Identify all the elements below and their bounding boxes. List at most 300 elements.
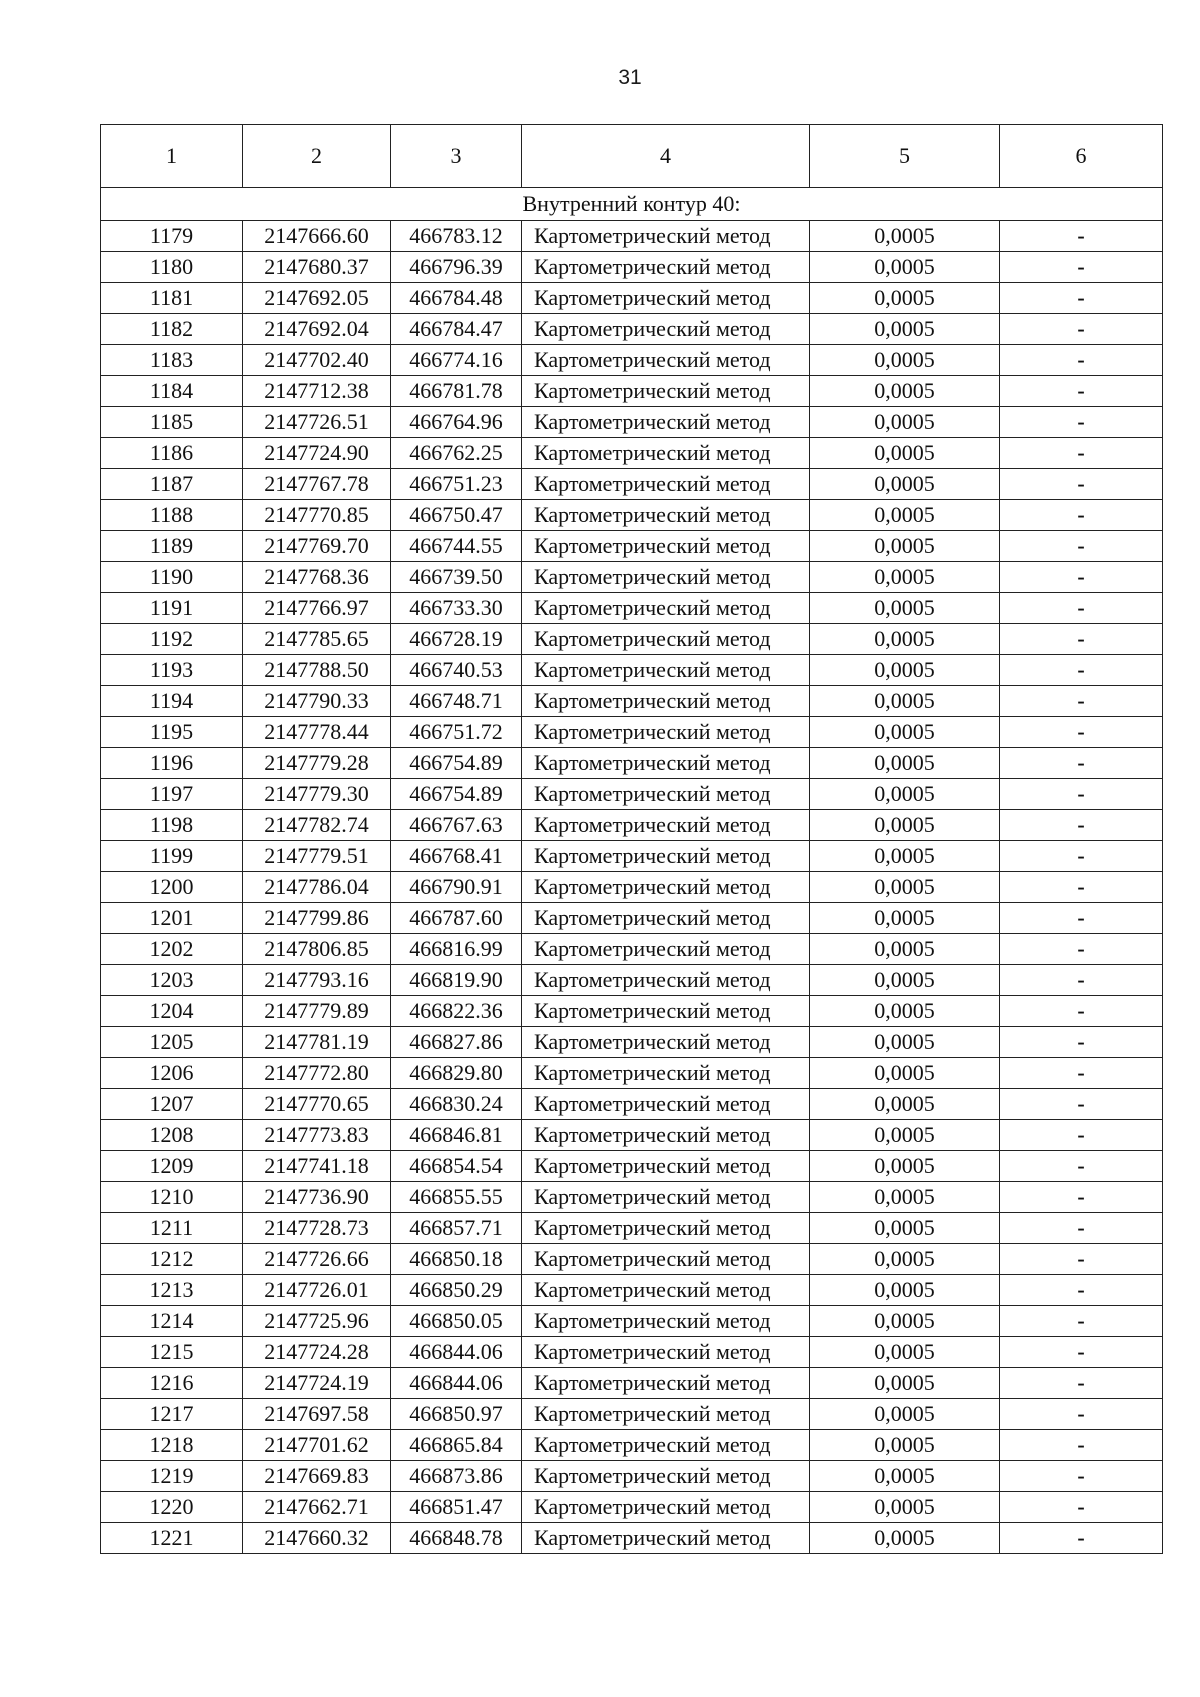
column-header: 2	[243, 125, 391, 188]
table-row	[101, 872, 1163, 903]
description-cell: -	[1000, 1399, 1163, 1430]
point-number-cell: 1205	[101, 1027, 243, 1058]
y-coordinate-cell: 466750.47	[391, 500, 522, 531]
accuracy-cell: 0,0005	[810, 624, 1000, 655]
description-cell: -	[1000, 686, 1163, 717]
y-coordinate-cell: 466783.12	[391, 221, 522, 252]
description-cell: -	[1000, 996, 1163, 1027]
description-cell: -	[1000, 810, 1163, 841]
method-cell: Картометрический метод	[522, 1151, 810, 1182]
y-coordinate-cell: 466733.30	[391, 593, 522, 624]
accuracy-cell: 0,0005	[810, 1430, 1000, 1461]
method-cell: Картометрический метод	[522, 779, 810, 810]
accuracy-cell: 0,0005	[810, 314, 1000, 345]
point-number-cell: 1216	[101, 1368, 243, 1399]
description-cell: -	[1000, 1244, 1163, 1275]
point-number-cell: 1211	[101, 1213, 243, 1244]
method-cell: Картометрический метод	[522, 1306, 810, 1337]
method-cell: Картометрический метод	[522, 469, 810, 500]
table-row	[101, 345, 1163, 376]
description-cell: -	[1000, 1182, 1163, 1213]
x-coordinate-cell: 2147782.74	[243, 810, 391, 841]
description-cell: -	[1000, 1337, 1163, 1368]
description-cell: -	[1000, 624, 1163, 655]
y-coordinate-cell: 466850.97	[391, 1399, 522, 1430]
description-cell: -	[1000, 531, 1163, 562]
description-cell: -	[1000, 1089, 1163, 1120]
accuracy-cell: 0,0005	[810, 1368, 1000, 1399]
accuracy-cell: 0,0005	[810, 283, 1000, 314]
point-number-cell: 1179	[101, 221, 243, 252]
x-coordinate-cell: 2147669.83	[243, 1461, 391, 1492]
table-row	[101, 717, 1163, 748]
y-coordinate-cell: 466781.78	[391, 376, 522, 407]
description-cell: -	[1000, 965, 1163, 996]
y-coordinate-cell: 466751.23	[391, 469, 522, 500]
method-cell: Картометрический метод	[522, 1523, 810, 1554]
description-cell: -	[1000, 841, 1163, 872]
table-row	[101, 1275, 1163, 1306]
accuracy-cell: 0,0005	[810, 655, 1000, 686]
x-coordinate-cell: 2147770.85	[243, 500, 391, 531]
x-coordinate-cell: 2147724.19	[243, 1368, 391, 1399]
accuracy-cell: 0,0005	[810, 934, 1000, 965]
x-coordinate-cell: 2147779.51	[243, 841, 391, 872]
y-coordinate-cell: 466751.72	[391, 717, 522, 748]
point-number-cell: 1196	[101, 748, 243, 779]
description-cell: -	[1000, 1027, 1163, 1058]
table-row	[101, 1430, 1163, 1461]
accuracy-cell: 0,0005	[810, 1461, 1000, 1492]
y-coordinate-cell: 466790.91	[391, 872, 522, 903]
x-coordinate-cell: 2147728.73	[243, 1213, 391, 1244]
method-cell: Картометрический метод	[522, 314, 810, 345]
accuracy-cell: 0,0005	[810, 221, 1000, 252]
description-cell: -	[1000, 1492, 1163, 1523]
y-coordinate-cell: 466857.71	[391, 1213, 522, 1244]
x-coordinate-cell: 2147779.28	[243, 748, 391, 779]
point-number-cell: 1184	[101, 376, 243, 407]
x-coordinate-cell: 2147701.62	[243, 1430, 391, 1461]
point-number-cell: 1202	[101, 934, 243, 965]
accuracy-cell: 0,0005	[810, 1244, 1000, 1275]
x-coordinate-cell: 2147778.44	[243, 717, 391, 748]
point-number-cell: 1193	[101, 655, 243, 686]
method-cell: Картометрический метод	[522, 872, 810, 903]
method-cell: Картометрический метод	[522, 1213, 810, 1244]
y-coordinate-cell: 466740.53	[391, 655, 522, 686]
description-cell: -	[1000, 1275, 1163, 1306]
description-cell: -	[1000, 469, 1163, 500]
table-row	[101, 1368, 1163, 1399]
y-coordinate-cell: 466764.96	[391, 407, 522, 438]
table-row	[101, 500, 1163, 531]
y-coordinate-cell: 466822.36	[391, 996, 522, 1027]
description-cell: -	[1000, 1151, 1163, 1182]
point-number-cell: 1219	[101, 1461, 243, 1492]
accuracy-cell: 0,0005	[810, 407, 1000, 438]
table-row	[101, 1399, 1163, 1430]
description-cell: -	[1000, 903, 1163, 934]
description-cell: -	[1000, 655, 1163, 686]
column-header: 1	[101, 125, 243, 188]
table-row	[101, 376, 1163, 407]
point-number-cell: 1207	[101, 1089, 243, 1120]
point-number-cell: 1191	[101, 593, 243, 624]
description-cell: -	[1000, 407, 1163, 438]
y-coordinate-cell: 466762.25	[391, 438, 522, 469]
point-number-cell: 1183	[101, 345, 243, 376]
point-number-cell: 1198	[101, 810, 243, 841]
point-number-cell: 1217	[101, 1399, 243, 1430]
accuracy-cell: 0,0005	[810, 1213, 1000, 1244]
table-row	[101, 748, 1163, 779]
section-title: Внутренний контур 40:	[101, 188, 1163, 221]
y-coordinate-cell: 466784.47	[391, 314, 522, 345]
method-cell: Картометрический метод	[522, 1368, 810, 1399]
x-coordinate-cell: 2147724.28	[243, 1337, 391, 1368]
description-cell: -	[1000, 717, 1163, 748]
point-number-cell: 1215	[101, 1337, 243, 1368]
x-coordinate-cell: 2147799.86	[243, 903, 391, 934]
method-cell: Картометрический метод	[522, 1275, 810, 1306]
x-coordinate-cell: 2147785.65	[243, 624, 391, 655]
y-coordinate-cell: 466844.06	[391, 1337, 522, 1368]
table-row	[101, 841, 1163, 872]
accuracy-cell: 0,0005	[810, 1089, 1000, 1120]
y-coordinate-cell: 466873.86	[391, 1461, 522, 1492]
x-coordinate-cell: 2147779.30	[243, 779, 391, 810]
method-cell: Картометрический метод	[522, 996, 810, 1027]
table-row	[101, 593, 1163, 624]
method-cell: Картометрический метод	[522, 686, 810, 717]
description-cell: -	[1000, 1058, 1163, 1089]
table-row	[101, 1182, 1163, 1213]
y-coordinate-cell: 466827.86	[391, 1027, 522, 1058]
description-cell: -	[1000, 1306, 1163, 1337]
x-coordinate-cell: 2147725.96	[243, 1306, 391, 1337]
point-number-cell: 1186	[101, 438, 243, 469]
description-cell: -	[1000, 1523, 1163, 1554]
point-number-cell: 1220	[101, 1492, 243, 1523]
accuracy-cell: 0,0005	[810, 500, 1000, 531]
point-number-cell: 1208	[101, 1120, 243, 1151]
description-cell: -	[1000, 345, 1163, 376]
point-number-cell: 1212	[101, 1244, 243, 1275]
method-cell: Картометрический метод	[522, 407, 810, 438]
x-coordinate-cell: 2147666.60	[243, 221, 391, 252]
accuracy-cell: 0,0005	[810, 1151, 1000, 1182]
y-coordinate-cell: 466728.19	[391, 624, 522, 655]
table-row	[101, 810, 1163, 841]
point-number-cell: 1195	[101, 717, 243, 748]
table-row	[101, 314, 1163, 345]
y-coordinate-cell: 466829.80	[391, 1058, 522, 1089]
method-cell: Картометрический метод	[522, 562, 810, 593]
point-number-cell: 1194	[101, 686, 243, 717]
y-coordinate-cell: 466774.16	[391, 345, 522, 376]
method-cell: Картометрический метод	[522, 1244, 810, 1275]
section-row	[101, 188, 1163, 221]
point-number-cell: 1200	[101, 872, 243, 903]
y-coordinate-cell: 466744.55	[391, 531, 522, 562]
accuracy-cell: 0,0005	[810, 1182, 1000, 1213]
accuracy-cell: 0,0005	[810, 872, 1000, 903]
y-coordinate-cell: 466865.84	[391, 1430, 522, 1461]
accuracy-cell: 0,0005	[810, 1337, 1000, 1368]
table-row	[101, 407, 1163, 438]
description-cell: -	[1000, 438, 1163, 469]
y-coordinate-cell: 466819.90	[391, 965, 522, 996]
y-coordinate-cell: 466787.60	[391, 903, 522, 934]
method-cell: Картометрический метод	[522, 345, 810, 376]
accuracy-cell: 0,0005	[810, 531, 1000, 562]
x-coordinate-cell: 2147726.51	[243, 407, 391, 438]
y-coordinate-cell: 466796.39	[391, 252, 522, 283]
accuracy-cell: 0,0005	[810, 1027, 1000, 1058]
description-cell: -	[1000, 748, 1163, 779]
table-row	[101, 1120, 1163, 1151]
method-cell: Картометрический метод	[522, 252, 810, 283]
accuracy-cell: 0,0005	[810, 438, 1000, 469]
x-coordinate-cell: 2147702.40	[243, 345, 391, 376]
point-number-cell: 1197	[101, 779, 243, 810]
y-coordinate-cell: 466854.54	[391, 1151, 522, 1182]
point-number-cell: 1204	[101, 996, 243, 1027]
accuracy-cell: 0,0005	[810, 903, 1000, 934]
y-coordinate-cell: 466816.99	[391, 934, 522, 965]
x-coordinate-cell: 2147712.38	[243, 376, 391, 407]
x-coordinate-cell: 2147806.85	[243, 934, 391, 965]
y-coordinate-cell: 466850.05	[391, 1306, 522, 1337]
y-coordinate-cell: 466754.89	[391, 779, 522, 810]
point-number-cell: 1187	[101, 469, 243, 500]
table-row	[101, 965, 1163, 996]
method-cell: Картометрический метод	[522, 1058, 810, 1089]
method-cell: Картометрический метод	[522, 1089, 810, 1120]
y-coordinate-cell: 466855.55	[391, 1182, 522, 1213]
accuracy-cell: 0,0005	[810, 686, 1000, 717]
column-header: 3	[391, 125, 522, 188]
x-coordinate-cell: 2147779.89	[243, 996, 391, 1027]
accuracy-cell: 0,0005	[810, 1275, 1000, 1306]
table-row	[101, 934, 1163, 965]
description-cell: -	[1000, 1213, 1163, 1244]
x-coordinate-cell: 2147768.36	[243, 562, 391, 593]
description-cell: -	[1000, 314, 1163, 345]
point-number-cell: 1189	[101, 531, 243, 562]
x-coordinate-cell: 2147772.80	[243, 1058, 391, 1089]
table-body	[101, 188, 1163, 1554]
point-number-cell: 1182	[101, 314, 243, 345]
accuracy-cell: 0,0005	[810, 717, 1000, 748]
y-coordinate-cell: 466848.78	[391, 1523, 522, 1554]
method-cell: Картометрический метод	[522, 748, 810, 779]
table-row	[101, 221, 1163, 252]
table-row	[101, 655, 1163, 686]
table-row	[101, 1058, 1163, 1089]
table-row	[101, 1337, 1163, 1368]
column-header: 6	[1000, 125, 1163, 188]
method-cell: Картометрический метод	[522, 717, 810, 748]
x-coordinate-cell: 2147767.78	[243, 469, 391, 500]
point-number-cell: 1210	[101, 1182, 243, 1213]
description-cell: -	[1000, 934, 1163, 965]
table-row	[101, 283, 1163, 314]
x-coordinate-cell: 2147662.71	[243, 1492, 391, 1523]
table-row	[101, 469, 1163, 500]
accuracy-cell: 0,0005	[810, 996, 1000, 1027]
page-number: 31	[618, 66, 642, 89]
method-cell: Картометрический метод	[522, 1492, 810, 1523]
table-row	[101, 903, 1163, 934]
table-row	[101, 1244, 1163, 1275]
table-row	[101, 779, 1163, 810]
x-coordinate-cell: 2147781.19	[243, 1027, 391, 1058]
method-cell: Картометрический метод	[522, 283, 810, 314]
y-coordinate-cell: 466748.71	[391, 686, 522, 717]
point-number-cell: 1181	[101, 283, 243, 314]
accuracy-cell: 0,0005	[810, 1306, 1000, 1337]
description-cell: -	[1000, 283, 1163, 314]
accuracy-cell: 0,0005	[810, 841, 1000, 872]
point-number-cell: 1199	[101, 841, 243, 872]
x-coordinate-cell: 2147724.90	[243, 438, 391, 469]
accuracy-cell: 0,0005	[810, 810, 1000, 841]
x-coordinate-cell: 2147770.65	[243, 1089, 391, 1120]
method-cell: Картометрический метод	[522, 841, 810, 872]
method-cell: Картометрический метод	[522, 934, 810, 965]
method-cell: Картометрический метод	[522, 1430, 810, 1461]
point-number-cell: 1206	[101, 1058, 243, 1089]
method-cell: Картометрический метод	[522, 500, 810, 531]
point-number-cell: 1213	[101, 1275, 243, 1306]
x-coordinate-cell: 2147726.01	[243, 1275, 391, 1306]
method-cell: Картометрический метод	[522, 1337, 810, 1368]
coordinates-table	[100, 124, 1163, 1554]
method-cell: Картометрический метод	[522, 531, 810, 562]
method-cell: Картометрический метод	[522, 1399, 810, 1430]
table-row	[101, 1213, 1163, 1244]
accuracy-cell: 0,0005	[810, 376, 1000, 407]
x-coordinate-cell: 2147773.83	[243, 1120, 391, 1151]
y-coordinate-cell: 466768.41	[391, 841, 522, 872]
point-number-cell: 1185	[101, 407, 243, 438]
description-cell: -	[1000, 562, 1163, 593]
accuracy-cell: 0,0005	[810, 1399, 1000, 1430]
description-cell: -	[1000, 593, 1163, 624]
column-header: 5	[810, 125, 1000, 188]
accuracy-cell: 0,0005	[810, 469, 1000, 500]
method-cell: Картометрический метод	[522, 1120, 810, 1151]
y-coordinate-cell: 466767.63	[391, 810, 522, 841]
description-cell: -	[1000, 500, 1163, 531]
point-number-cell: 1203	[101, 965, 243, 996]
accuracy-cell: 0,0005	[810, 345, 1000, 376]
description-cell: -	[1000, 252, 1163, 283]
y-coordinate-cell: 466739.50	[391, 562, 522, 593]
table-row	[101, 1523, 1163, 1554]
accuracy-cell: 0,0005	[810, 965, 1000, 996]
x-coordinate-cell: 2147788.50	[243, 655, 391, 686]
x-coordinate-cell: 2147680.37	[243, 252, 391, 283]
method-cell: Картометрический метод	[522, 1027, 810, 1058]
x-coordinate-cell: 2147741.18	[243, 1151, 391, 1182]
x-coordinate-cell: 2147692.05	[243, 283, 391, 314]
point-number-cell: 1188	[101, 500, 243, 531]
y-coordinate-cell: 466851.47	[391, 1492, 522, 1523]
point-number-cell: 1180	[101, 252, 243, 283]
accuracy-cell: 0,0005	[810, 1120, 1000, 1151]
point-number-cell: 1209	[101, 1151, 243, 1182]
description-cell: -	[1000, 1461, 1163, 1492]
y-coordinate-cell: 466850.29	[391, 1275, 522, 1306]
method-cell: Картометрический метод	[522, 376, 810, 407]
accuracy-cell: 0,0005	[810, 562, 1000, 593]
table-row	[101, 562, 1163, 593]
x-coordinate-cell: 2147660.32	[243, 1523, 391, 1554]
method-cell: Картометрический метод	[522, 593, 810, 624]
column-header: 4	[522, 125, 810, 188]
table-row	[101, 531, 1163, 562]
accuracy-cell: 0,0005	[810, 252, 1000, 283]
x-coordinate-cell: 2147786.04	[243, 872, 391, 903]
description-cell: -	[1000, 221, 1163, 252]
method-cell: Картометрический метод	[522, 1182, 810, 1213]
y-coordinate-cell: 466754.89	[391, 748, 522, 779]
table-header-row	[101, 125, 1163, 188]
table-row	[101, 1461, 1163, 1492]
table-row	[101, 252, 1163, 283]
description-cell: -	[1000, 1430, 1163, 1461]
point-number-cell: 1201	[101, 903, 243, 934]
method-cell: Картометрический метод	[522, 965, 810, 996]
table-row	[101, 438, 1163, 469]
table-row	[101, 1151, 1163, 1182]
x-coordinate-cell: 2147790.33	[243, 686, 391, 717]
description-cell: -	[1000, 1120, 1163, 1151]
table-row	[101, 1089, 1163, 1120]
point-number-cell: 1218	[101, 1430, 243, 1461]
table-row	[101, 624, 1163, 655]
table-row	[101, 1027, 1163, 1058]
x-coordinate-cell: 2147692.04	[243, 314, 391, 345]
method-cell: Картометрический метод	[522, 438, 810, 469]
x-coordinate-cell: 2147769.70	[243, 531, 391, 562]
description-cell: -	[1000, 779, 1163, 810]
point-number-cell: 1221	[101, 1523, 243, 1554]
description-cell: -	[1000, 872, 1163, 903]
accuracy-cell: 0,0005	[810, 779, 1000, 810]
x-coordinate-cell: 2147793.16	[243, 965, 391, 996]
y-coordinate-cell: 466844.06	[391, 1368, 522, 1399]
y-coordinate-cell: 466830.24	[391, 1089, 522, 1120]
y-coordinate-cell: 466850.18	[391, 1244, 522, 1275]
accuracy-cell: 0,0005	[810, 748, 1000, 779]
table-row	[101, 1492, 1163, 1523]
accuracy-cell: 0,0005	[810, 593, 1000, 624]
table-row	[101, 1306, 1163, 1337]
accuracy-cell: 0,0005	[810, 1058, 1000, 1089]
accuracy-cell: 0,0005	[810, 1492, 1000, 1523]
x-coordinate-cell: 2147766.97	[243, 593, 391, 624]
point-number-cell: 1192	[101, 624, 243, 655]
description-cell: -	[1000, 1368, 1163, 1399]
method-cell: Картометрический метод	[522, 903, 810, 934]
y-coordinate-cell: 466846.81	[391, 1120, 522, 1151]
table-row	[101, 686, 1163, 717]
x-coordinate-cell: 2147726.66	[243, 1244, 391, 1275]
